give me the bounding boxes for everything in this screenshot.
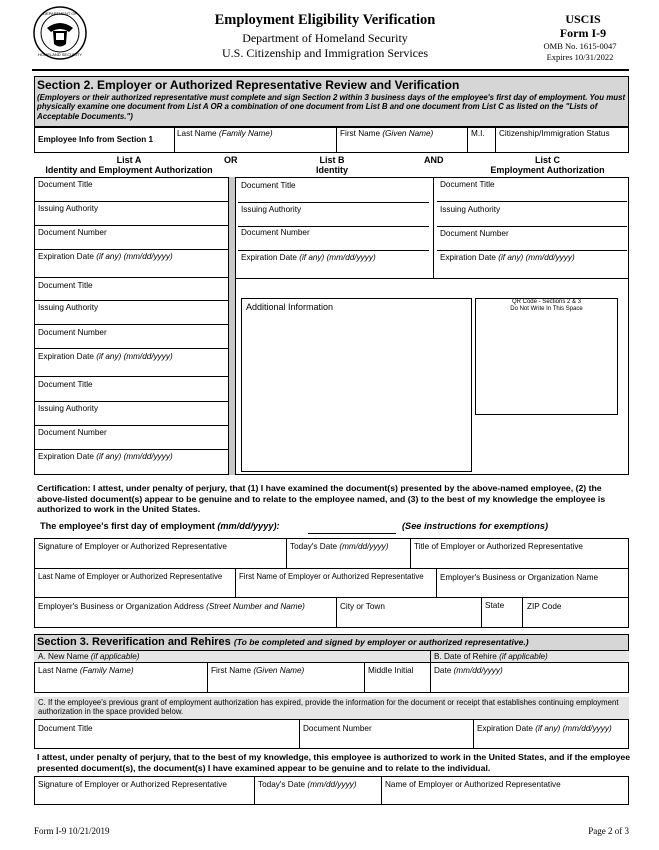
a1-issuing-authority[interactable]: Issuing Authority [38,204,99,213]
list-divider-bar [228,177,236,475]
b-document-number[interactable]: Document Number [241,228,310,237]
s3-middle-initial-field[interactable]: Middle Initial [368,666,414,675]
rule [34,277,228,278]
form-number: Form I-9 [559,26,607,40]
rule [34,597,629,598]
dhs-seal [33,6,87,60]
divider [430,651,431,693]
s3-expiration-date-field[interactable]: Expiration Date (if any) (mm/dd/yyyy) [477,724,612,733]
divider [381,776,382,805]
rule [34,225,228,226]
or-label: OR [224,155,238,165]
rehire-label: B. Date of Rehire (if applicable) [434,652,548,661]
c-expiration-date[interactable]: Expiration Date (if any) (mm/dd/yyyy) [440,253,575,262]
rule [34,201,228,202]
omb-number: OMB No. 1615-0047 [543,41,617,51]
s3-document-number-field[interactable]: Document Number [303,724,372,733]
s3-attestation-text: I attest, under penalty of perjury, that to the best of my knowledge, this employee is authorized to work in the United States, and if the employee presented document(s), the document(s) I have examined appear to be genuine and to relate to the individual. [37,752,631,773]
section3-title: Section 3. Reverification and Rehires (To be completed and signed by employer or authorized representative.) [37,636,529,648]
rule [238,202,429,203]
list-a-header: List A Identity and Employment Authorization [45,155,213,176]
dept-name: Department of Homeland Security [242,31,408,45]
employer-signature-field[interactable]: Signature of Employer or Authorized Representative [38,542,227,551]
additional-info-box[interactable] [241,298,472,472]
rule [34,348,228,349]
a1-expiration-date[interactable]: Expiration Date (if any) (mm/dd/yyyy) [38,252,173,261]
s3-employer-name-field[interactable]: Name of Employer or Authorized Representative [385,780,561,789]
rule [34,425,228,426]
additional-info-label: Additional Information [246,302,334,312]
qr-code-box [475,298,618,415]
bc-bottom-rule [236,278,629,279]
see-instructions-note: (See instructions for exemptions) [402,521,549,531]
divider [299,720,300,749]
divider [436,568,437,597]
divider [467,127,468,153]
a2-expiration-date[interactable]: Expiration Date (if any) (mm/dd/yyyy) [38,352,173,361]
employer-first-name-field[interactable]: First Name of Employer or Authorized Representative [239,572,424,581]
divider [364,663,365,693]
s2-mi-field[interactable]: M.I. [471,129,485,138]
list-c-border [433,177,434,278]
header-rule [32,69,629,71]
s3-signature-field[interactable]: Signature of Employer or Authorized Representative [38,780,227,789]
svg-text:HOMELAND SECURITY: HOMELAND SECURITY [37,52,83,57]
a2-document-title[interactable]: Document Title [38,281,93,290]
employer-signature-grid [34,538,629,628]
a2-document-number[interactable]: Document Number [38,328,107,337]
employer-last-name-field[interactable]: Last Name of Employer or Authorized Representative [38,572,223,581]
divider [207,663,208,693]
s2-last-name-field[interactable]: Last Name (Family Name) [177,129,273,138]
certification-text: Certification: I attest, under penalty of perjury, that (1) I have examined the document(s) presented by the above-named employee, (2) the above-listed document(s) appear to be genuine and to relate to the employee named, and (3) to the best of my knowledge the employee is authorized to work in the United States. [37,483,606,515]
s3-last-name-field[interactable]: Last Name (Family Name) [38,666,134,675]
rule [437,201,627,202]
s2-first-name-field[interactable]: First Name (Given Name) [340,129,434,138]
today-date-field[interactable]: Today's Date (mm/dd/yyyy) [290,542,389,551]
first-day-input[interactable] [308,533,396,534]
a2-issuing-authority[interactable]: Issuing Authority [38,303,99,312]
list-c-header: List C Employment Authorization [490,155,605,176]
rule [34,300,228,301]
city-field[interactable]: City or Town [340,602,385,611]
new-name-label: A. New Name (if applicable) [38,652,140,661]
form-title: Employment Eligibility Verification [214,12,436,28]
b-expiration-date[interactable]: Expiration Date (if any) (mm/dd/yyyy) [241,253,376,262]
s3-first-name-field[interactable]: First Name (Given Name) [211,666,305,675]
divider [481,597,482,628]
s2-citizenship-field[interactable]: Citizenship/Immigration Status [499,129,610,138]
divider [473,720,474,749]
divider [410,538,411,568]
business-address-field[interactable]: Employer's Business or Organization Address (Street Number and Name) [38,602,305,611]
rule [238,250,429,251]
divider [286,538,287,568]
a3-document-number[interactable]: Document Number [38,428,107,437]
continuing-auth-note: C. If the employee's previous grant of employment authorization has expired, provide the information for the document or receipt that establishes continuing employment authorization in the space provided below. [38,698,619,717]
c-issuing-authority[interactable]: Issuing Authority [440,205,501,214]
agency-name: U.S. Citizenship and Immigration Services [222,46,428,60]
divider [235,568,236,597]
s3-document-title-field[interactable]: Document Title [38,724,93,733]
rule [34,568,629,569]
a1-document-number[interactable]: Document Number [38,228,107,237]
qr-code-note: QR Code - Sections 2 & 3 Do Not Write In This Space [510,299,583,313]
state-field[interactable]: State [485,601,505,610]
rule [34,376,228,377]
rule [34,249,228,250]
a1-document-title[interactable]: Document Title [38,180,93,189]
divider [254,776,255,805]
section2-title: Section 2. Employer or Authorized Representative Review and Verification [37,78,460,92]
a3-document-title[interactable]: Document Title [38,380,93,389]
c-document-title[interactable]: Document Title [440,180,495,189]
expires-date: Expires 10/31/2022 [546,52,614,62]
zip-field[interactable]: ZIP Code [527,602,562,611]
list-b-header: List B Identity [315,155,348,176]
employer-title-field[interactable]: Title of Employer or Authorized Representative [414,542,583,551]
s3-rehire-date-field[interactable]: Date (mm/dd/yyyy) [434,666,503,675]
divider [336,127,337,153]
and-label: AND [424,155,444,165]
divider [495,127,496,153]
divider [336,597,337,628]
c-document-number[interactable]: Document Number [440,229,509,238]
business-name-field[interactable]: Employer's Business or Organization Name [440,573,599,582]
footer-page-number: Page 2 of 3 [588,826,629,836]
rule [34,401,228,402]
s3-today-date-field[interactable]: Today's Date (mm/dd/yyyy) [258,780,357,789]
svg-text:DEPARTMENT OF: DEPARTMENT OF [43,11,77,16]
rule [34,324,228,325]
b-issuing-authority[interactable]: Issuing Authority [241,205,302,214]
divider [522,597,523,628]
uscis-label: USCIS [565,12,601,26]
rule [437,226,627,227]
a3-issuing-authority[interactable]: Issuing Authority [38,404,99,413]
rule [437,250,627,251]
section2-instructions: (Employers or their authorized representative must complete and sign Section 2 within 3 business days of the employee's first day of employment. You must physically examine one document from List A OR a combination of one document from List B and one document from List C as listed on the "Lists of Acceptable Documents.") [37,93,626,121]
rule [34,449,228,450]
first-day-label: The employee's first day of employment (mm/dd/yyyy): [40,521,280,531]
divider [174,127,175,153]
rule [238,226,429,227]
a3-expiration-date[interactable]: Expiration Date (if any) (mm/dd/yyyy) [38,452,173,461]
b-document-title[interactable]: Document Title [241,181,296,190]
employee-info-label: Employee Info from Section 1 [38,135,154,144]
footer-form-id: Form I-9 10/21/2019 [34,826,110,836]
